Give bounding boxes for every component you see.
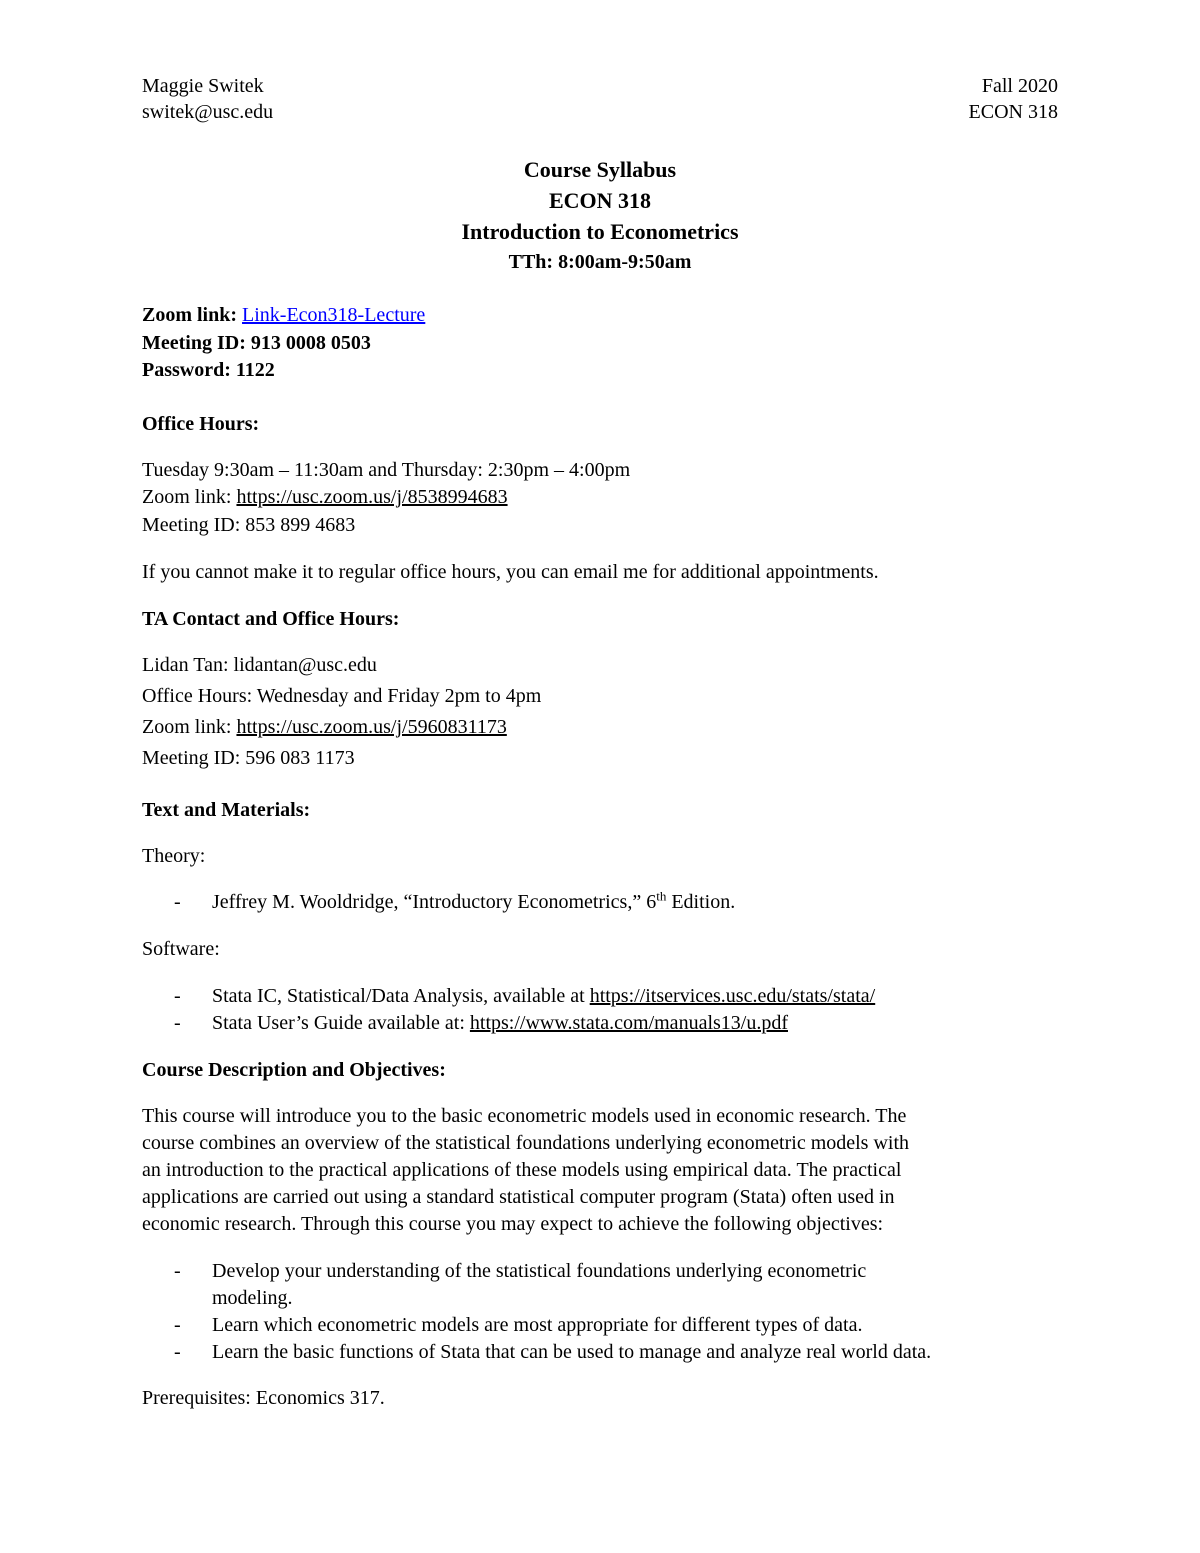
- objective-text: Learn which econometric models are most appropriate for different types of data.: [212, 1314, 863, 1336]
- objective-item: [142, 1339, 1102, 1365]
- textbook: Jeffrey M. Wooldridge, “Introductory Econometrics,” 6th Edition.: [212, 888, 736, 913]
- bullet: -: [174, 1260, 181, 1282]
- theory-item: [142, 889, 1102, 915]
- objective-text: Develop your understanding of the statistical foundations underlying econometric: [212, 1260, 867, 1282]
- description-line: This course will introduce you to the basic econometric models used in economic research. The: [142, 1105, 907, 1127]
- description-heading: Course Description and Objectives:: [142, 1059, 446, 1081]
- stata-manual-link[interactable]: https://www.stata.com/manuals13/u.pdf: [469, 1012, 788, 1034]
- theory-label: Theory:: [142, 845, 206, 867]
- term: Fall 2020: [981, 75, 1058, 97]
- office-hours-zoom-link[interactable]: https://usc.zoom.us/j/8538994683: [236, 486, 508, 508]
- ta-heading: TA Contact and Office Hours:: [142, 608, 400, 630]
- description-line: applications are carried out using a standard statistical computer program (Stata) often used in: [142, 1186, 895, 1208]
- lecture-zoom-line: [142, 302, 425, 328]
- software-item: [142, 1010, 1102, 1036]
- objective-text: modeling.: [212, 1287, 293, 1309]
- software-label: Software:: [142, 938, 220, 960]
- objective-item: [142, 1312, 1102, 1338]
- ta-hours: Office Hours: Wednesday and Friday 2pm to 4pm: [142, 685, 542, 707]
- ta-zoom-label: Zoom link:: [142, 716, 237, 738]
- office-hours-zoom-label: Zoom link:: [142, 486, 237, 508]
- page-title: Course Syllabus: [523, 157, 677, 182]
- lecture-zoom-link[interactable]: Link-Econ318-Lecture: [242, 304, 426, 326]
- bullet: -: [174, 1314, 181, 1336]
- ta-contact: Lidan Tan: lidantan@usc.edu: [142, 654, 377, 676]
- ta-zoom-line: [142, 714, 507, 740]
- office-hours-zoom-line: [142, 484, 508, 510]
- description-line: an introduction to the practical applications of these models using empirical data. The practical: [142, 1159, 902, 1181]
- ta-zoom-link[interactable]: https://usc.zoom.us/j/5960831173: [236, 716, 507, 738]
- bullet: -: [174, 1012, 181, 1034]
- course-name-title: Introduction to Econometrics: [461, 219, 739, 244]
- course-number-title: ECON 318: [548, 188, 652, 213]
- prerequisites: Prerequisites: Economics 317.: [142, 1387, 385, 1409]
- software-item-text: Stata User’s Guide available at:: [212, 1012, 470, 1034]
- software-item-text: Stata IC, Statistical/Data Analysis, available at: [212, 985, 590, 1007]
- bullet: -: [174, 985, 181, 1007]
- lecture-password: Password: 1122: [142, 359, 275, 381]
- stata-link[interactable]: https://itservices.usc.edu/stats/stata/: [589, 985, 876, 1007]
- materials-heading: Text and Materials:: [142, 799, 311, 821]
- lecture-meeting-id: Meeting ID: 913 0008 0503: [142, 332, 371, 354]
- ta-meeting-id: Meeting ID: 596 083 1173: [142, 747, 355, 769]
- course-code: ECON 318: [968, 101, 1058, 123]
- bullet: -: [174, 1341, 181, 1363]
- office-hours-meeting-id: Meeting ID: 853 899 4683: [142, 514, 356, 536]
- description-line: economic research. Through this course you may expect to achieve the following objectives:: [142, 1213, 884, 1235]
- bullet: -: [174, 891, 181, 913]
- office-hours-times: Tuesday 9:30am – 11:30am and Thursday: 2:30pm – 4:00pm: [142, 459, 631, 481]
- office-hours-note: If you cannot make it to regular office hours, you can email me for additional appointments.: [142, 561, 879, 583]
- office-hours-heading: Office Hours:: [142, 413, 260, 435]
- description-line: course combines an overview of the statistical foundations underlying econometric models with: [142, 1132, 910, 1154]
- schedule: TTh: 8:00am-9:50am: [508, 251, 692, 273]
- instructor-name: Maggie Switek: [142, 75, 264, 97]
- objective-item: [142, 1258, 1102, 1310]
- lecture-zoom-label: Zoom link:: [142, 304, 238, 326]
- software-item: [142, 983, 1102, 1009]
- objective-text: Learn the basic functions of Stata that can be used to manage and analyze real world data.: [212, 1341, 932, 1363]
- instructor-email: switek@usc.edu: [142, 101, 274, 123]
